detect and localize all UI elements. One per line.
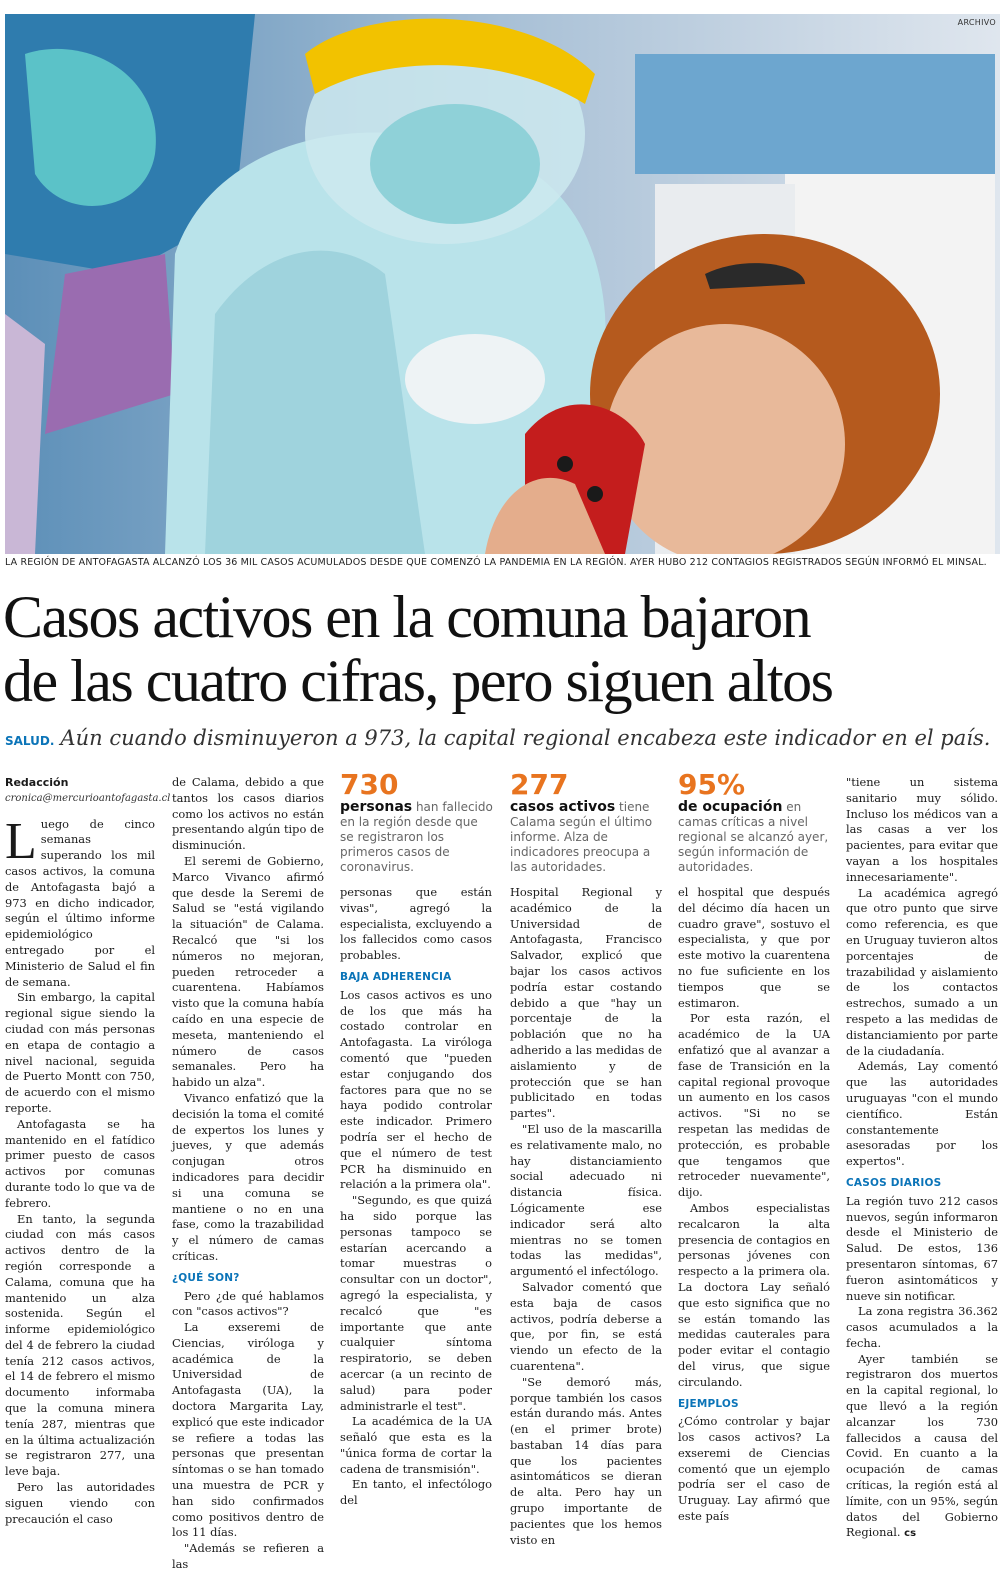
stat-box-3 [678,770,833,875]
end-mark: cs [904,1528,917,1540]
column-5 [678,885,830,1525]
stat-label-text: tiene Calama según el último informe. Alza de indicadores preocupa a las autoridades. [510,800,653,874]
column-2 [172,775,324,1573]
headline-line-2: de las cuatro cifras, pero siguen altos [3,648,833,714]
photo-caption: LA REGIÓN DE ANTOFAGASTA ALCANZÓ LOS 36 MIL CASOS ACUMULADOS DESDE QUE COMENZÓ LA PANDEMIA EN LA REGIÓN. AYER HUBO 212 CONTAGIOS REGISTRADOS SEGÚN INFORMÓ EL MINSAL. [5,557,987,568]
stat-number: 730 [340,768,399,801]
stat-label-bold: casos activos [510,799,616,815]
paragraph: Los casos activos es uno de los que más ha costado controlar en Antofagasta. La viróloga comentó que "pueden estar conjugando dos factores para que no se haya podido controlar este indicador. Primero podría ser el hecho de que el número de test PCR ha disminuido en relación a la primera ola". [340,987,492,1192]
column-4 [510,885,662,1548]
photo-credit: ARCHIVO [957,18,996,27]
paragraph: "tiene un sistema sanitario muy sólido. Incluso los médicos van a las casas a ver los pacientes, para evitar que vayan a los hospitales innecesariamente". [846,775,998,884]
paragraph: Además, Lay comentó que las autoridades uruguayas "con el mundo científico. Están constantemente asesoradas por los expertos". [846,1059,998,1169]
stat-label [340,800,495,875]
paragraph: personas que están vivas", agregó la especialista, excluyendo a los fallecidos como casos probables. [340,885,492,963]
paragraph: El seremi de Gobierno, Marco Vivanco afirmó que desde la Seremi de Salud se "está vigilando la situación" de Calama. Recalcó que "si los números no mejoran, pueden retroceder a cuarentena. Habíamos visto que la comuna había caído en una especie de meseta, manteniendo el número de casos semanales. Pero ha habido un alza". [172,853,324,1090]
paragraph: "Además se refieren a las [172,1541,324,1572]
stat-label-text: han fallecido en la región desde que se registraron los primeros casos de coronavirus. [340,800,493,874]
paragraph-text: uego de cinco semanas superando los mil casos activos, la comuna de Antofagasta bajó a 973 en dicho indicador, según el último informe epidemiológico entregado por el Ministerio de Salud el fin de semana. [5,816,155,989]
stat-box-1 [340,770,495,875]
paragraph: Ambos especialistas recalcaron la alta presencia de contagios en personas jóvenes con respecto a la primera ola. La doctora Lay señaló que esto significa que no se están tomando las medidas cauterales para poder evitar el contagio del virus, que sigue circulando. [678,1200,830,1389]
drop-cap: L [5,812,37,870]
article-photo [5,14,1000,554]
paragraph: En tanto, la segunda ciudad con más casos activos dentro de la región corresponde a Calama, comuna que ha mantenido un alza sostenida. Según el informe epidemiológico del 4 de febrero la ciudad tenía 212 casos activos, el 14 de febrero el mismo documento informaba que la comuna minera tenía 287, mientras que en la última actualización se registraron 277, una leve baja. [5,1211,155,1479]
paragraph: La académica agregó que otro punto que sirve como referencia, es que en Uruguay tuvieron altos porcentajes de trazabilidad y aislamiento de los contactos estrechos, sumado a un respeto a las medidas de distanciamiento por parte de la ciudadanía. [846,885,998,1058]
byline-email: cronica@mercurioantofagasta.cl [5,792,171,804]
stat-label-bold: personas [340,799,413,815]
paragraph [5,812,155,991]
subheading: CASOS DIARIOS [846,1176,942,1189]
column-1 [5,775,171,1527]
paragraph: Sin embargo, la capital regional sigue siendo la ciudad con más personas en etapa de contagio a nivel nacional, seguida de Puerto Montt con 750, de acuerdo con el mismo reporte. [5,990,155,1115]
column-6 [846,775,998,1542]
subheading: EJEMPLOS [678,1397,739,1410]
paragraph: ¿Cómo controlar y bajar los casos activos? La exseremi de Ciencias comentó que un ejemplo podría ser el caso de Uruguay. Lay afirmó que este país [678,1414,830,1524]
paragraph: "Se demoró más, porque también los casos están durando más. Antes (en el primer brote) bastaban 14 días para que los pacientes asintomáticos se dieran de alta. Pero hay un grupo importante de pacientes que los hemos visto en [510,1374,662,1547]
subheadline [5,726,995,750]
stat-label-bold: de ocupación [678,799,783,815]
paragraph [846,1352,998,1543]
paragraph: "Segundo, es que quizá ha sido porque las personas tampoco se estarían acercando a tomar muestras o consultar con un doctor", agregó la especialista, y recalcó que "es importante que ante cualquier síntoma respiratorio, se deben acercar (a un recinto de salud) para poder administrarle el test". [340,1193,492,1413]
paragraph: Pero las autoridades siguen viendo con precaución el caso [5,1480,155,1526]
paragraph: de Calama, debido a que tantos los casos diarios como los activos no están presentando algún tipo de disminución. [172,775,324,853]
paragraph: Vivanco enfatizó que la decisión la toma el comité de expertos los lunes y jueves, y que además conjugan otros indicadores para decidir si una comuna se mantiene o no en una fase, como la trazabilidad y el número de camas críticas. [172,1090,324,1263]
paragraph: Salvador comentó que esta baja de casos activos, podría deberse a que, por fin, se está viendo un efecto de la cuarentena". [510,1279,662,1373]
byline-author: Redacción [5,776,69,789]
stat-box-2 [510,770,665,875]
paragraph: La académica de la UA señaló que esta es la "única forma de cortar la cadena de transmisión". [340,1414,492,1476]
section-kicker: SALUD. [5,734,55,748]
paragraph-text: Ayer también se registraron dos muertos en la capital regional, lo que llevó a la región alcanzar los 730 fallecidos a causa del Covid. En cuanto a la ocupación de camas críticas, la región está al límite, con un 95%, según datos del Gobierno Regional. [846,1351,998,1540]
paragraph: En tanto, el infectólogo del [340,1477,492,1508]
stat-number: 277 [510,768,569,801]
column-3 [340,885,492,1509]
stat-label-text: en camas críticas a nivel regional se alcanzó ayer, según información de autoridades. [678,800,829,874]
paragraph: Por esta razón, el académico de la UA enfatizó que al avanzar a fase de Transición en la capital regional provoque un aumento en los casos activos. "Si no se respetan las medidas de protección, es probable que tengamos que retroceder nuevamente", dijo. [678,1011,830,1200]
stat-number: 95% [678,768,746,801]
paragraph: el hospital que después del décimo día hacen un cuadro grave", sostuvo el especialista, y que por este motivo la cuarentena no fue suficiente en los tiempos que se estimaron. [678,885,830,1010]
stat-label [678,800,833,875]
subheading: ¿QUÉ SON? [172,1271,240,1284]
photo-illustration [5,14,1000,554]
paragraph: Pero ¿de qué hablamos con "casos activos"? [172,1288,324,1319]
headline [3,585,993,713]
paragraph: Hospital Regional y académico de la Universidad de Antofagasta, Francisco Salvador, explicó que bajar los casos activos podría estar costando debido a que "hay un porcentaje de la población que no ha adherido a las medidas de aislamiento y de protección que se han publicitado en todas partes". [510,885,662,1121]
deck: Aún cuando disminuyeron a 973, la capital regional encabeza este indicador en el país. [60,726,991,750]
headline-line-1: Casos activos en la comuna bajaron [3,584,811,650]
paragraph: Antofagasta se ha mantenido en el fatídico primer puesto de casos activos por comunas durante todo lo que va de febrero. [5,1116,155,1210]
paragraph: La exseremi de Ciencias, viróloga y académica de la Universidad de Antofagasta (UA), la doctora Margarita Lay, explicó que este indicador se refiere a todas las personas que presentan síntomas o se han tomado una muestra de PCR y han sido confirmados como positivos dentro de los 11 días. [172,1320,324,1540]
stat-label [510,800,665,875]
paragraph: "El uso de la mascarilla es relativamente malo, no hay distanciamiento social adecuado ni distancia física. Lógicamente ese indicador será alto mientras no se tomen todas las medidas", argumentó el infectólogo. [510,1121,662,1279]
paragraph: La región tuvo 212 casos nuevos, según informaron desde el Ministerio de Salud. De estos, 136 presentaron síntomas, 67 fueron asintomáticos y nueve sin notificar. [846,1193,998,1303]
paragraph: La zona registra 36.362 casos acumulados a la fecha. [846,1304,998,1350]
subheading: BAJA ADHERENCIA [340,970,452,983]
